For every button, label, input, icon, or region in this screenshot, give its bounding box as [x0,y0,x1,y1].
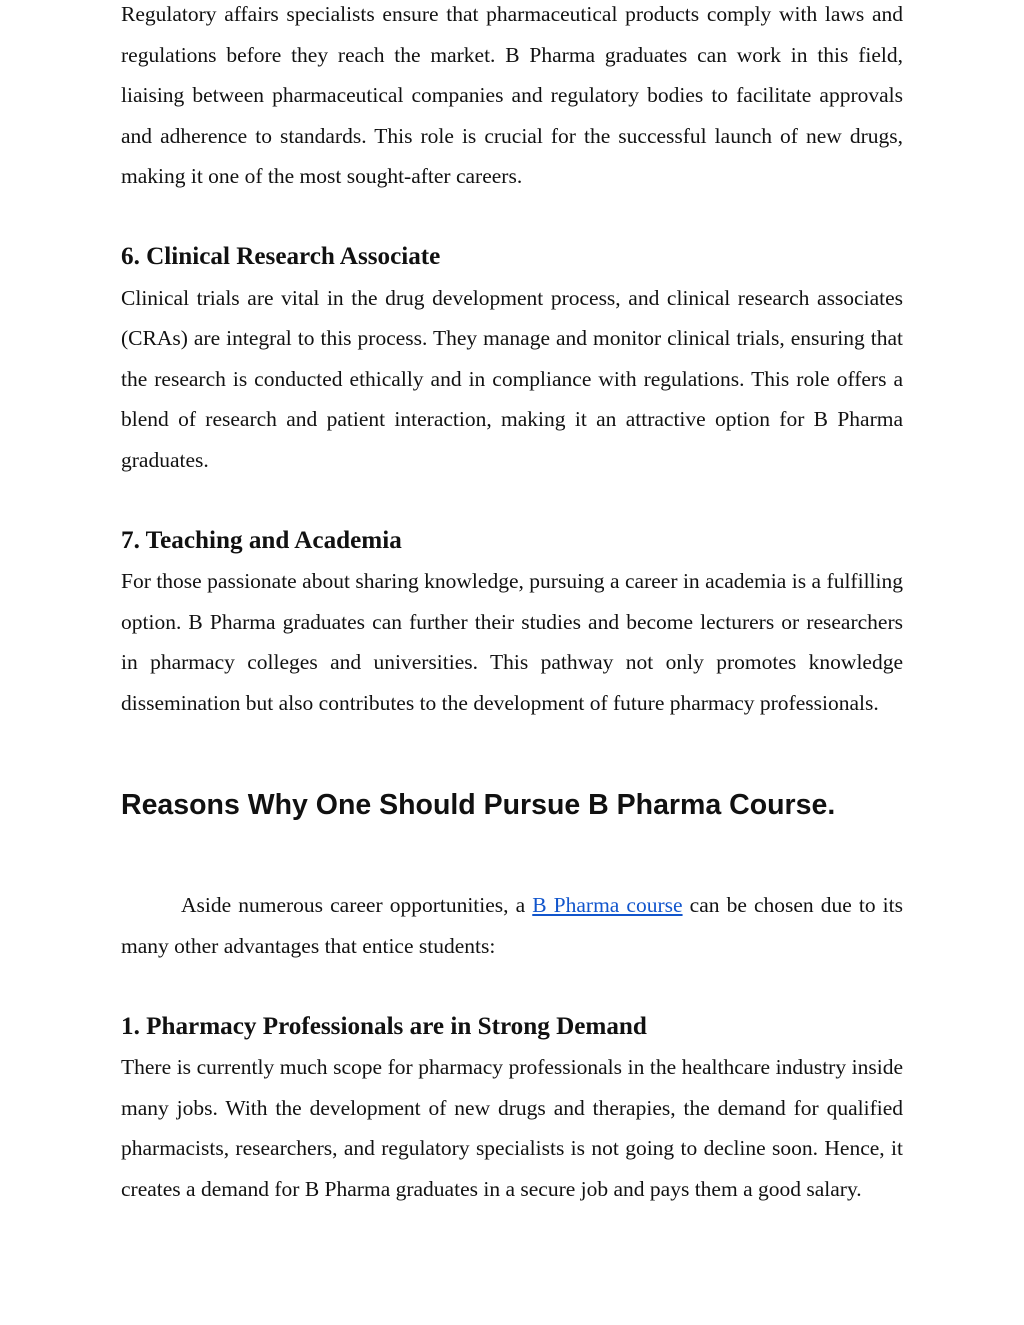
teaching-academia-heading: 7. Teaching and Academia [121,526,402,554]
clinical-research-paragraph: Clinical trials are vital in the drug development process, and clinical research associates (CRAs) are integral to this process. They manage and monitor clinical trials, ensuring that the research is conducted ethically and in compliance with regulations. This role offers a blend of research and patient interaction, making it an attractive option for B Pharma graduates. [121,285,903,472]
reasons-section-title: Reasons Why One Should Pursue B Pharma Course. [121,789,836,821]
intro-text-start: Aside numerous career opportunities, a [181,893,533,917]
strong-demand-paragraph: There is currently much scope for pharmacy professionals in the healthcare industry inside many jobs. With the development of new drugs and therapies, the demand for qualified pharmacists, researchers, and regulatory specialists is not going to decline soon. Hence, it creates a demand for B Pharma graduates in a secure job and pays them a good salary. [121,1055,903,1201]
strong-demand-heading: 1. Pharmacy Professionals are in Strong Demand [121,1012,647,1040]
regulatory-affairs-paragraph: Regulatory affairs specialists ensure that pharmaceutical products comply with laws and regulations before they reach the market. B Pharma graduates can work in this field, liaising between pharmaceutical companies and regulatory bodies to facilitate approvals and adherence to standards. This role is crucial for the successful launch of new drugs, making it one of the most sought-after careers. [121,2,903,188]
intro-text-end: can be chosen due to its many other advantages that entice students: [121,893,903,958]
b-pharma-course-link[interactable]: B Pharma course [532,893,683,917]
reasons-intro-paragraph [121,885,903,966]
teaching-academia-paragraph: For those passionate about sharing knowledge, pursuing a career in academia is a fulfilling option. B Pharma graduates can further their studies and become lecturers or researchers in pharmacy colleges and universities. This pathway not only promotes knowledge dissemination but also contributes to the development of future pharmacy professionals. [121,569,903,715]
document-page [121,0,903,1209]
clinical-research-heading: 6. Clinical Research Associate [121,243,441,270]
